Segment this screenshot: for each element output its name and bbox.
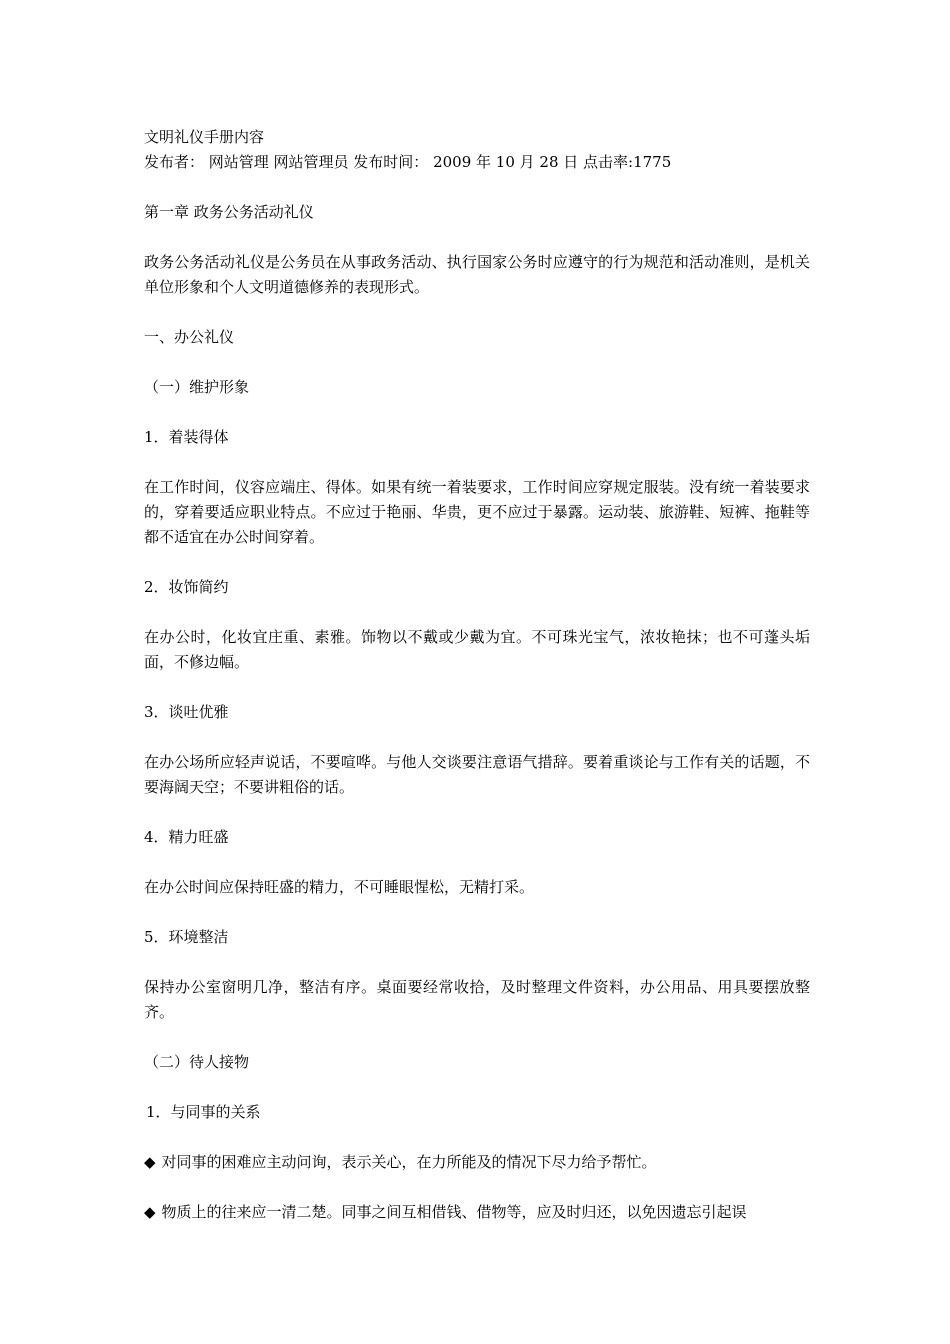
diamond-bullet-icon: ◆: [144, 1203, 156, 1221]
item-heading: 2．妆饰简约: [144, 578, 229, 596]
bullet-item: [144, 1150, 810, 1175]
chapter-heading: 第一章 政务公务活动礼仪: [144, 203, 314, 221]
bullet-text: 物质上的往来应一清二楚。同事之间互相借钱、借物等，应及时归还，以免因遗忘引起误: [161, 1203, 747, 1221]
item-heading: 4．精力旺盛: [144, 828, 229, 846]
bullet-item: [144, 1200, 810, 1225]
subsection-heading: （一）维护形象: [144, 378, 250, 396]
item-paragraph: 保持办公室窗明几净，整洁有序。桌面要经常收拾，及时整理文件资料，办公用品、用具要摆放整齐。: [144, 978, 810, 1021]
subsection-heading: （二）待人接物: [144, 1053, 250, 1071]
document-page: [144, 125, 810, 1225]
intro-paragraph: 政务公务活动礼仪是公务员在从事政务活动、执行国家公务时应遵守的行为规范和活动准则，是机关单位形象和个人文明道德修养的表现形式。: [144, 253, 810, 296]
item-paragraph: 在办公场所应轻声说话，不要喧哗。与他人交谈要注意语气措辞。要着重谈论与工作有关的话题，不要海阔天空；不要讲粗俗的话。: [144, 753, 810, 796]
item-paragraph: 在办公时，化妆宜庄重、素雅。饰物以不戴或少戴为宜。不可珠光宝气，浓妆艳抹；也不可蓬头垢面，不修边幅。: [144, 628, 810, 671]
diamond-bullet-icon: ◆: [144, 1153, 156, 1171]
bullet-text: 对同事的困难应主动问询，表示关心，在力所能及的情况下尽力给予帮忙。: [161, 1153, 657, 1171]
document-title: 文明礼仪手册内容: [144, 128, 265, 146]
item-heading: 3．谈吐优雅: [144, 703, 229, 721]
section-heading: 一、办公礼仪: [144, 328, 235, 346]
item-heading: 5．环境整洁: [144, 928, 229, 946]
item-heading: 1．与同事的关系: [146, 1103, 261, 1121]
publish-info: 发布者： 网站管理 网站管理员 发布时间： 2009 年 10 月 28 日 点击率:1775: [144, 153, 672, 171]
item-paragraph: 在办公时间应保持旺盛的精力，不可睡眼惺松，无精打采。: [144, 878, 535, 896]
item-paragraph: 在工作时间，仪容应端庄、得体。如果有统一着装要求，工作时间应穿规定服装。没有统一着装要求的，穿着要适应职业特点。不应过于艳丽、华贵，更不应过于暴露。运动装、旅游鞋、短裤、拖鞋等都不适宜在办公时间穿着。: [144, 478, 810, 546]
item-heading: 1．着装得体: [144, 428, 229, 446]
